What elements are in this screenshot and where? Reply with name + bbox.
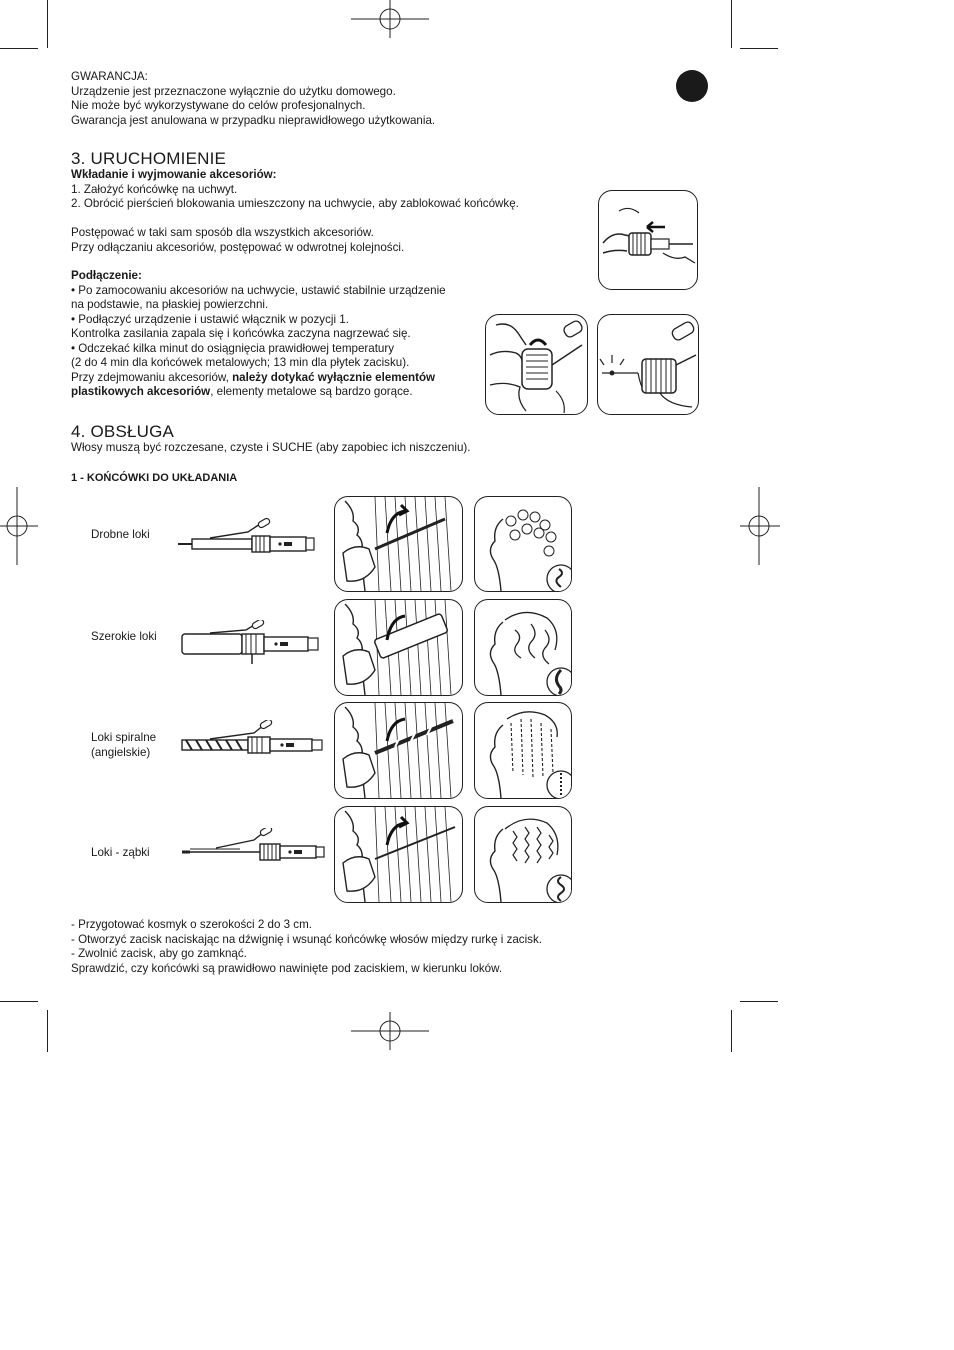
connect-heading: Podłączenie: — [71, 269, 142, 282]
illustration-result-large-curls — [474, 599, 572, 696]
tip-label: Loki spiralne (angielskie) — [91, 731, 157, 759]
illustration-power-light — [597, 314, 699, 415]
section-3-title: 3. URUCHOMIENIE — [71, 149, 227, 168]
warranty-block — [71, 70, 435, 128]
tip-label: Loki - ząbki — [91, 846, 150, 859]
illustration-result-spiral-curls — [474, 702, 572, 799]
warning-line-1: Przy zdejmowaniu akcesoriów, należy dotykać wyłącznie elementów — [71, 370, 436, 384]
registration-mark-top — [351, 0, 429, 38]
insert-heading: Wkładanie i wyjmowanie akcesoriów: — [71, 168, 277, 181]
illustration-curling-small — [334, 496, 463, 592]
warranty-line: Gwarancja jest anulowana w przypadku nieprawidłowego użytkowania. — [71, 113, 436, 127]
illustration-curling-spiral — [334, 702, 463, 799]
registration-mark-bottom — [351, 1012, 429, 1050]
curling-iron-crimp-tip — [180, 828, 326, 870]
illustration-hand-holding-device — [485, 314, 588, 415]
curling-iron-spiral-tip — [180, 720, 326, 762]
instruction-line: - Przygotować kosmyk o szerokości 2 do 3 cm. — [71, 918, 312, 931]
warranty-line: Nie może być wykorzystywane do celów profesjonalnych. — [71, 99, 366, 112]
instruction-line: - Otworzyć zacisk naciskając na dźwignię i wsunąć końcówkę włosów między rurkę i zacisk. — [71, 932, 542, 946]
illustration-result-small-curls — [474, 496, 572, 592]
illustration-result-crimped — [474, 806, 572, 903]
illustration-attach-accessory — [598, 190, 698, 290]
section-3-insert — [71, 168, 519, 212]
registration-mark-right — [740, 487, 780, 565]
connect-line: • Po zamocowaniu akcesoriów na uchwycie, ustawić stabilnie urządzenie — [71, 283, 446, 297]
insert-step: 2. Obrócić pierścień blokowania umieszczony na uchwycie, aby zablokować końcówkę. — [71, 197, 519, 210]
connect-line: (2 do 4 min dla końcówek metalowych; 13 min dla płytek zacisku). — [71, 356, 410, 369]
instruction-line: Sprawdzić, czy końcówki są prawidłowo nawinięte pod zaciskiem, w kierunku loków. — [71, 961, 503, 975]
warranty-line: Urządzenie jest przeznaczone wyłącznie do użytku domowego. — [71, 84, 396, 98]
language-tab-dot — [676, 70, 708, 102]
curling-iron-large-tip — [180, 620, 322, 664]
section-3-notes — [71, 226, 404, 255]
tip-label: Drobne loki — [91, 528, 150, 541]
warranty-heading: GWARANCJA: — [71, 70, 148, 83]
insert-note: Przy odłączaniu akcesoriów, postępować w odwrotnej kolejności. — [71, 240, 405, 254]
connect-line: • Odczekać kilka minut do osiągnięcia prawidłowej temperatury — [71, 341, 395, 355]
connect-line: • Podłączyć urządzenie i ustawić włącznik w pozycji 1. — [71, 312, 349, 326]
insert-note: Postępować w taki sam sposób dla wszystkich akcesoriów. — [71, 226, 374, 239]
section-4-intro: Włosy muszą być rozczesane, czyste i SUCHE (aby zapobiec ich niszczeniu). — [71, 441, 471, 454]
insert-step: 1. Założyć końcówkę na uchwyt. — [71, 182, 238, 196]
connect-line: Kontrolka zasilania zapala się i końcówka zaczyna nagrzewać się. — [71, 327, 411, 340]
connect-line: na podstawie, na płaskiej powierzchni. — [71, 298, 269, 311]
tip-label: Szerokie loki — [91, 630, 157, 643]
section-3-connect — [71, 269, 446, 400]
illustration-crimping — [334, 806, 463, 903]
tips-subheading: 1 - KOŃCÓWKI DO UKŁADANIA — [71, 472, 238, 484]
warning-line-2: plastikowych akcesoriów, elementy metalowe są bardzo gorące. — [71, 385, 413, 398]
usage-instructions — [71, 918, 542, 976]
illustration-curling-large — [334, 599, 463, 696]
instruction-line: - Zwolnić zacisk, aby go zamknąć. — [71, 947, 247, 960]
section-4-title: 4. OBSŁUGA — [71, 422, 175, 441]
registration-mark-left — [0, 487, 38, 565]
curling-iron-small-tip — [174, 518, 320, 560]
